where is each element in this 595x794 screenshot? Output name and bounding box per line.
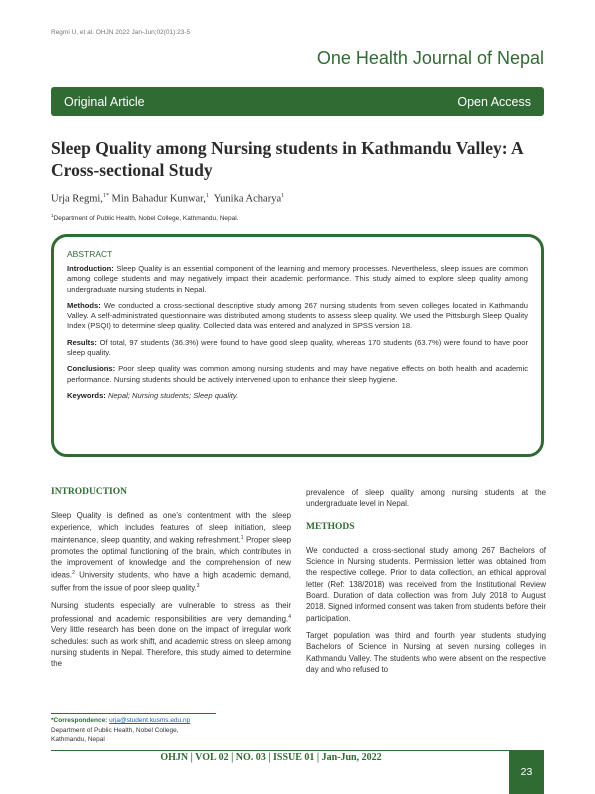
affiliation bbox=[51, 213, 239, 222]
abstract-results-text: Of total, 97 students (36.3%) were found to have good sleep quality, whereas 170 students (63.7%) were found to have poor sleep quality. bbox=[67, 337, 528, 358]
abstract-introduction bbox=[67, 264, 528, 295]
open-access-label: Open Access bbox=[457, 94, 531, 109]
abstract-conclusions bbox=[67, 364, 528, 385]
methods-heading: METHODS bbox=[306, 521, 355, 532]
correspondence-label: *Correspondence: bbox=[51, 717, 108, 724]
author-name: Yunika Acharya bbox=[213, 193, 282, 205]
abstract-methods-text: We conducted a cross-sectional descriptive study among 267 nursing students from seven colleges located in Kathmandu Valley. A self-administrated questionnaire was distributed among students to assess sleep quality. We used the Pittsburgh Sleep Quality Index (PSQI) to determine sleep quality. Collected data was entered and analyzed in SPSS version 18. bbox=[67, 300, 528, 331]
article-title: Sleep Quality among Nursing students in Kathmandu Valley: A Cross-sectional Study bbox=[51, 138, 523, 180]
abstract-introduction-text: Sleep Quality is an essential component of the learning and memory processes. Nevertheless, sleep issues are common among college students and may negatively impact their academic performance. This study aimed to explore sleep quality among undergraduate nursing students in Nepal. bbox=[67, 264, 528, 294]
methods-paragraph-1: We conducted a cross-sectional study among 267 Bachelors of Science in Nursing students. Permission letter was obtained from the respective college. Prior to data collection, an ethical approval letter (Ref: 138/2018) was received from the Institutional Review Board. Duration of data collection was from July 2018 to August 2018. Signed informed consent was taken from students before their participation. bbox=[306, 545, 546, 623]
affiliation-text: Department of Public Health, Nobel College, Kathmandu, Nepal. bbox=[53, 215, 239, 223]
journal-name: One Health Journal of Nepal bbox=[316, 48, 544, 68]
abstract-results bbox=[67, 338, 528, 359]
citation-ref: 2 bbox=[72, 570, 75, 577]
correspondence-footnote bbox=[51, 716, 190, 745]
footnote-divider bbox=[51, 713, 216, 714]
methods-paragraph-2: Target population was third and fourth year students studying Bachelors of Science in Nursing at seven nursing colleges in Kathmandu Valley. The students who were absent on the respective day and who refused to bbox=[306, 630, 546, 674]
abstract-methods bbox=[67, 301, 528, 332]
footer-divider bbox=[51, 750, 544, 751]
author-name: Urja Regmi, bbox=[51, 193, 103, 205]
author-sup: 1 bbox=[281, 193, 285, 199]
abstract-conclusions-label: Conclusions: bbox=[67, 364, 116, 374]
affiliation-sup: 1 bbox=[51, 213, 54, 218]
author-name: Min Bahadur Kunwar, bbox=[111, 193, 206, 205]
correspondence-email-link[interactable]: urja@student.kusms.edu.np bbox=[109, 717, 191, 724]
abstract-heading: ABSTRACT bbox=[67, 249, 113, 259]
abstract-keywords-text: Nepal; Nursing students; Sleep quality. bbox=[105, 390, 239, 400]
abstract-methods-label: Methods: bbox=[67, 300, 101, 310]
text-run: Sleep Quality is defined as one’s contentment with the sleep experience, which includes features of sleep initiation, sleep maintenance, sleep quantity, and waking refreshment. bbox=[51, 511, 291, 545]
correspondence-line: Department of Public Health, Nobel College, bbox=[51, 726, 179, 734]
abstract-keywords-label: Keywords: bbox=[67, 390, 106, 400]
correspondence-line: Kathmandu, Nepal bbox=[51, 736, 105, 743]
citation-ref: 1 bbox=[240, 534, 244, 541]
introduction-paragraph-2 bbox=[51, 600, 291, 669]
introduction-paragraph-2-continued: prevalence of sleep quality among nursing students at the undergraduate level in Nepal. bbox=[306, 488, 546, 509]
introduction-paragraph-1 bbox=[51, 510, 291, 594]
author-list bbox=[51, 193, 284, 205]
text-run: University students, who have a high academic demand, suffer from the issue of poor sleep quality. bbox=[51, 571, 291, 593]
author-sup: 1* bbox=[102, 193, 109, 199]
citation-ref: 4 bbox=[288, 613, 291, 620]
abstract-box bbox=[51, 234, 544, 457]
abstract-introduction-label: Introduction: bbox=[67, 264, 114, 273]
right-column bbox=[306, 487, 546, 681]
introduction-heading: INTRODUCTION bbox=[51, 487, 128, 497]
footer-citation: OHJN | VOL 02 | NO. 03 | ISSUE 01 | Jan-Jun, 2022 bbox=[160, 752, 382, 763]
left-column bbox=[51, 487, 291, 676]
text-run: Proper sleep promotes the optimal functioning of the brain, which contributes in the improvement of knowledge and the comprehension of new ideas. bbox=[51, 535, 291, 581]
article-type-bar bbox=[51, 87, 544, 116]
abstract-conclusions-text: Poor sleep quality was common among nursing students and may have negative effects on both health and academic performance. Nursing students should be actively intervened upon to enhance their sleep hygiene. bbox=[67, 364, 528, 384]
page-number: 23 bbox=[509, 750, 544, 794]
citation-ref: 3 bbox=[196, 583, 200, 590]
abstract-results-label: Results: bbox=[67, 337, 97, 347]
text-run: Very little research has been done on the impact of irregular work schedules: such as work shift, and academic stress on sleep among nursing students in Nepal. Therefore, this study aimed to determine the bbox=[51, 625, 291, 669]
article-type-label: Original Article bbox=[64, 94, 145, 109]
text-run: Nursing students especially are vulnerable to stress as their professional and academic responsibilities are very demanding. bbox=[51, 601, 291, 624]
abstract-keywords bbox=[67, 391, 528, 401]
author-sup: 1 bbox=[205, 193, 209, 199]
running-head: Regmi U, et al. OHJN 2022 Jan-Jun;02(01):23-5 bbox=[51, 29, 191, 36]
